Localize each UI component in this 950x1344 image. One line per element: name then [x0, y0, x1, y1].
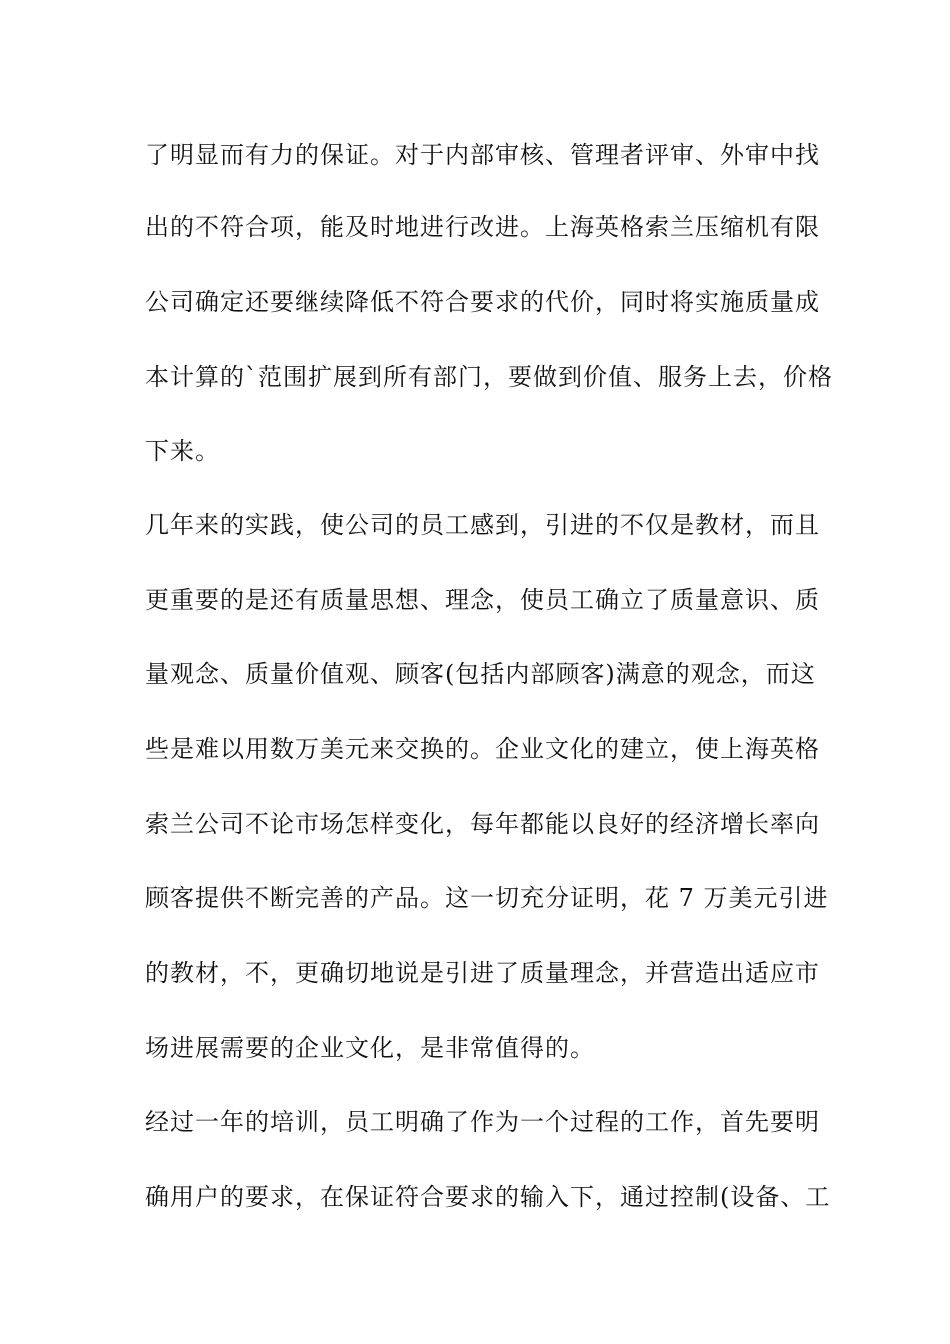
text-line: 索兰公司不论市场怎样变化，每年都能以良好的经济增长率向 [145, 810, 820, 838]
text-line: 公司确定还要继续降低不符合要求的代价，同时将实施质量成 [145, 288, 820, 316]
text-line: 确用户的要求，在保证符合要求的输入下，通过控制(设备、工 [145, 1183, 831, 1211]
text-line: 本计算的`范围扩展到所有部门，要做到价值、服务上去，价格 [145, 363, 833, 391]
text-line: 了明显而有力的保证。对于内部审核、管理者评审、外审中找 [145, 141, 820, 169]
text-line: 出的不符合项，能及时地进行改进。上海英格索兰压缩机有限 [145, 213, 820, 241]
text-line: 场进展需要的企业文化，是非常值得的。 [145, 1034, 595, 1062]
text-line: 几年来的实践，使公司的员工感到，引进的不仅是教材，而且 [145, 511, 820, 539]
text-line: 的教材，不，更确切地说是引进了质量理念，并营造出适应市 [145, 959, 820, 987]
text-line: 些是难以用数万美元来交换的。企业文化的建立，使上海英格 [145, 735, 820, 763]
text-line: 更重要的是还有质量思想、理念，使员工确立了质量意识、质 [145, 586, 820, 614]
text-line: 经过一年的培训，员工明确了作为一个过程的工作，首先要明 [145, 1108, 820, 1136]
text-line: 下来。 [145, 437, 220, 465]
text-line: 量观念、质量价值观、顾客(包括内部顾客)满意的观念，而这 [145, 660, 816, 688]
text-line: 顾客提供不断完善的产品。这一切充分证明，花 7 万美元引进 [145, 884, 829, 912]
